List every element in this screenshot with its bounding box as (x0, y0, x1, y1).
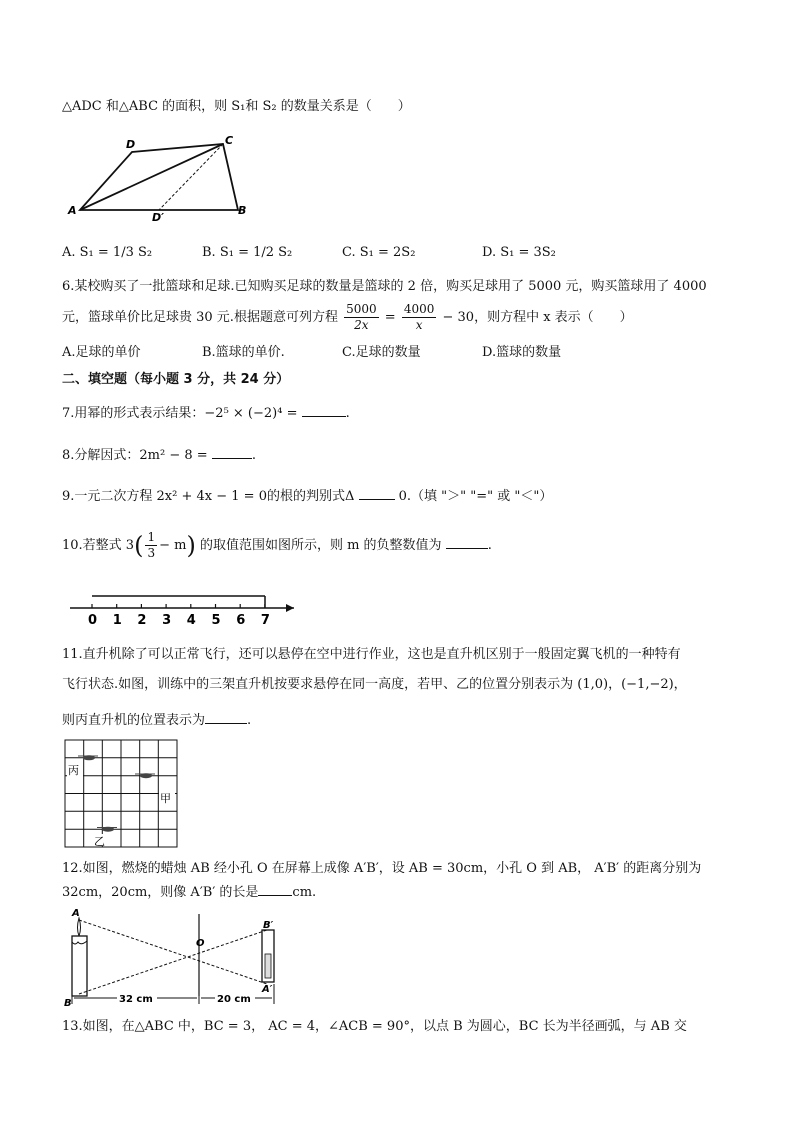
q11-line1: 11.直升机除了可以正常飞行，还可以悬停在空中进行作业，这也是直升机区别于一般固定翼飞机的一种特有 (62, 647, 681, 662)
fig12-label-b: B (64, 998, 72, 1008)
q8-text: 8.分解因式：2m² − 8 = (62, 448, 208, 463)
q12-candle-pinhole-figure (62, 908, 292, 1008)
axis-tick-label: 1 (112, 613, 122, 628)
axis-tick-label: 2 (137, 613, 147, 628)
q12-line1: 12.如图，燃烧的蜡烛 AB 经小孔 O 在屏幕上成像 A′B′，设 AB = 30cm，小孔 O 到 AB， A′B′ 的距离分别为 (62, 861, 702, 876)
q10-pre: 10.若整式 3 (62, 538, 135, 553)
section-fill-in-title: 二、填空题（每小题 3 分，共 24 分） (62, 372, 290, 387)
q5-option-c: C. S₁ = 2S₂ (342, 245, 416, 260)
grid-label-jia: 甲 (160, 792, 171, 805)
q6-equals: = (384, 310, 396, 325)
q6-option-d: D.篮球的数量 (482, 345, 562, 360)
fig12-label-o: O (196, 938, 205, 949)
q5-option-a: A. S₁ = 1/3 S₂ (62, 245, 153, 260)
q8: 8.分解因式：2m² − 8 = . (62, 448, 256, 463)
grid-label-yi: 乙 (94, 835, 105, 848)
axis-tick-label: 5 (211, 613, 221, 628)
q10: 10.若整式 3( $\frac{1}{3}$ − m) 的取值范围如图所示，则 m 的负整数值为 . (62, 530, 492, 560)
q7: 7.用幂的形式表示结果：−2⁵ × (−2)⁴ = . (62, 406, 350, 421)
axis-tick-label: 7 (260, 613, 270, 628)
q6-fraction-2: $\frac{4000}{x}$ (403, 302, 435, 332)
axis-tick-label: 6 (236, 613, 246, 628)
q13-line1: 13.如图，在△ABC 中，BC = 3， AC = 4，∠ACB = 90°，以点 B 为圆心，BC 长为半径画弧，与 AB 交 (62, 1019, 687, 1034)
fig5-label-a: A (68, 204, 77, 217)
q5-option-b: B. S₁ = 1/2 S₂ (202, 245, 293, 260)
axis-tick-label: 3 (162, 613, 172, 628)
q12-line2: 32cm，20cm，则像 A′B′ 的长是 cm. (62, 885, 317, 900)
q5-quadrilateral-figure (62, 132, 252, 224)
q12-answer-blank[interactable] (258, 895, 292, 896)
q6-option-b: B.篮球的单价. (202, 345, 285, 360)
fig12-label-a: A (72, 908, 80, 919)
q11-helicopter-grid (64, 739, 182, 851)
fig5-label-d-prime: D′ (152, 211, 165, 224)
q10-post: 的取值范围如图所示，则 m 的负整数值为 (199, 538, 442, 553)
q5-line1: △ADC 和△ABC 的面积，则 S₁和 S₂ 的数量关系是（ ） (62, 99, 411, 114)
q10-answer-blank[interactable] (446, 548, 488, 549)
q11-answer-blank[interactable] (205, 723, 247, 724)
fig12-distance-32: 32 cm (119, 994, 153, 1005)
axis-tick-label: 4 (186, 613, 196, 628)
fig12-label-b-prime: B′ (263, 920, 274, 931)
q6-line1: 6.某校购买了一批篮球和足球.已知购买足球的数量是篮球的 2 倍，购买足球用了 5000 元，购买篮球用了 4000 (62, 279, 707, 294)
q6-line2-post: − 30，则方程中 x 表示（ ） (442, 310, 633, 325)
fig12-distance-20: 20 cm (217, 994, 251, 1005)
q11-line2: 飞行状态.如图，训练中的三架直升机按要求悬停在同一高度，若甲、乙的位置分别表示为 (1,0)，(−1,−2)， (62, 677, 687, 692)
q7-text: 7.用幂的形式表示结果：−2⁵ × (−2)⁴ = (62, 406, 298, 421)
fig5-label-c: C (225, 134, 234, 147)
q10-fraction: $\frac{1}{3}$ (147, 530, 156, 560)
q9-answer-blank[interactable] (359, 499, 395, 500)
q10-number-line (62, 588, 302, 630)
q5-option-d: D. S₁ = 3S₂ (482, 245, 556, 260)
q6-line2 (62, 302, 633, 333)
q11-line3: 则丙直升机的位置表示为 . (62, 713, 252, 728)
grid-label-bing: 丙 (68, 764, 79, 777)
axis-tick-label: 0 (88, 613, 98, 628)
q6-option-c: C.足球的数量 (342, 345, 421, 360)
q9 (62, 488, 552, 506)
q6-option-a: A.足球的单价 (62, 345, 141, 360)
fig5-label-d: D (126, 138, 136, 151)
fig12-label-a-prime: A′ (262, 984, 273, 995)
q6-line2-pre: 元，篮球单价比足球贵 30 元.根据题意可列方程 (62, 310, 338, 325)
q9-text: 9.一元二次方程 2x² + 4x − 1 = 0的根的判别式Δ (62, 489, 355, 504)
q6-fraction-1: $\frac{5000}{2x}$ (346, 302, 377, 332)
q9-hint: 0.（填 "＞" "=" 或 "＜"） (398, 489, 553, 504)
fig5-label-b: B (238, 204, 247, 217)
q7-answer-blank[interactable] (302, 416, 346, 417)
q8-answer-blank[interactable] (212, 458, 252, 459)
